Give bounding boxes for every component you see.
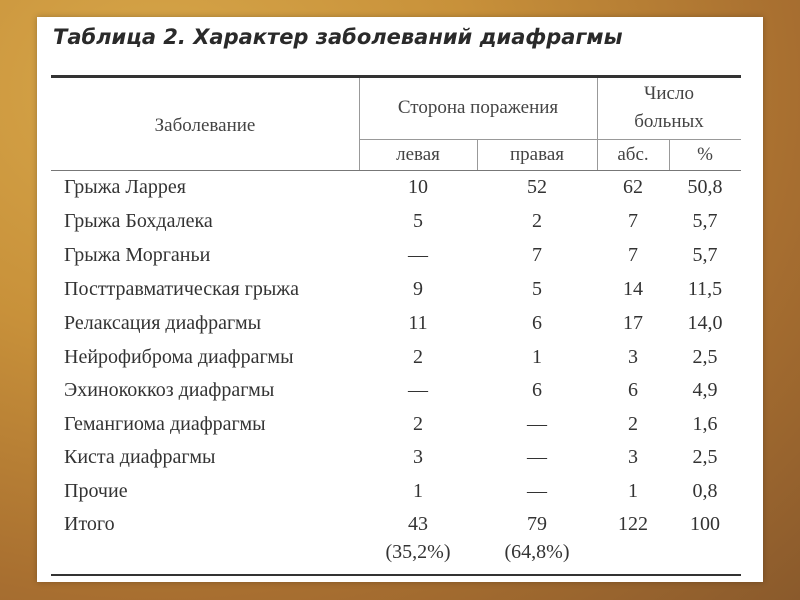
row-right: 5 — [532, 278, 542, 300]
row-name: Эхинококкоз диафрагмы — [64, 379, 275, 401]
header-disease: Заболевание — [154, 115, 256, 136]
row-pct: 14,0 — [687, 312, 723, 334]
row-pct: 5,7 — [692, 244, 718, 266]
row-name: Релаксация диафрагмы — [64, 312, 262, 334]
header-count-line2: больных — [634, 111, 704, 132]
table-top-rule — [51, 75, 741, 78]
row-right: 2 — [532, 210, 542, 232]
row-right: 1 — [532, 346, 542, 368]
table-title: Таблица 2. Характер заболеваний диафрагмы — [53, 25, 623, 49]
row-pct: 5,7 — [692, 210, 718, 232]
total-left-pct: (35,2%) — [385, 541, 451, 563]
row-abs: 2 — [628, 413, 638, 435]
row-abs: 17 — [623, 312, 643, 334]
row-abs: 3 — [628, 346, 638, 368]
row-name: Гемангиома диафрагмы — [64, 413, 266, 435]
header-bottom-rule — [51, 170, 741, 171]
row-name: Грыжа Ларрея — [64, 176, 186, 198]
row-abs: 62 — [623, 176, 643, 198]
row-left: — — [408, 379, 428, 401]
row-name: Киста диафрагмы — [64, 446, 216, 468]
total-right-pct: (64,8%) — [504, 541, 570, 563]
row-pct: 1,6 — [692, 413, 718, 435]
row-right: — — [527, 446, 547, 468]
header-pct: % — [697, 144, 713, 165]
row-left: 2 — [413, 413, 423, 435]
table-bottom-rule — [51, 574, 741, 576]
row-abs: 1 — [628, 480, 638, 502]
row-name: Грыжа Бохдалека — [64, 210, 213, 232]
row-pct: 2,5 — [692, 346, 718, 368]
total-right: 79 — [527, 513, 547, 535]
row-left: 3 — [413, 446, 423, 468]
row-right: 6 — [532, 312, 542, 334]
row-left: — — [408, 244, 428, 266]
row-left: 5 — [413, 210, 423, 232]
row-name: Посттравматическая грыжа — [64, 278, 299, 300]
row-left: 9 — [413, 278, 423, 300]
row-pct: 2,5 — [692, 446, 718, 468]
row-right: 52 — [527, 176, 547, 198]
row-pct: 4,9 — [692, 379, 718, 401]
row-name: Нейрофиброма диафрагмы — [64, 346, 294, 368]
row-name: Прочие — [64, 480, 128, 502]
row-right: — — [527, 480, 547, 502]
row-abs: 14 — [623, 278, 643, 300]
header-left: левая — [396, 144, 440, 165]
row-right: — — [527, 413, 547, 435]
row-right: 7 — [532, 244, 542, 266]
side-group-rule — [359, 139, 597, 140]
row-abs: 7 — [628, 244, 638, 266]
row-abs: 7 — [628, 210, 638, 232]
row-left: 10 — [408, 176, 428, 198]
total-pct: 100 — [690, 513, 720, 535]
row-left: 1 — [413, 480, 423, 502]
row-pct: 0,8 — [692, 480, 718, 502]
header-count-line1: Число — [644, 83, 694, 104]
row-pct: 11,5 — [687, 278, 723, 300]
slide — [37, 17, 763, 582]
row-left: 11 — [408, 312, 428, 334]
row-abs: 3 — [628, 446, 638, 468]
row-name: Грыжа Морганьи — [64, 244, 211, 266]
total-name: Итого — [64, 513, 115, 535]
row-right: 6 — [532, 379, 542, 401]
total-abs: 122 — [618, 513, 648, 535]
row-pct: 50,8 — [687, 176, 723, 198]
row-abs: 6 — [628, 379, 638, 401]
row-left: 2 — [413, 346, 423, 368]
header-right: правая — [510, 144, 564, 165]
header-abs: абс. — [617, 144, 649, 165]
total-left: 43 — [408, 513, 428, 535]
header-side-group: Сторона поражения — [397, 97, 559, 118]
